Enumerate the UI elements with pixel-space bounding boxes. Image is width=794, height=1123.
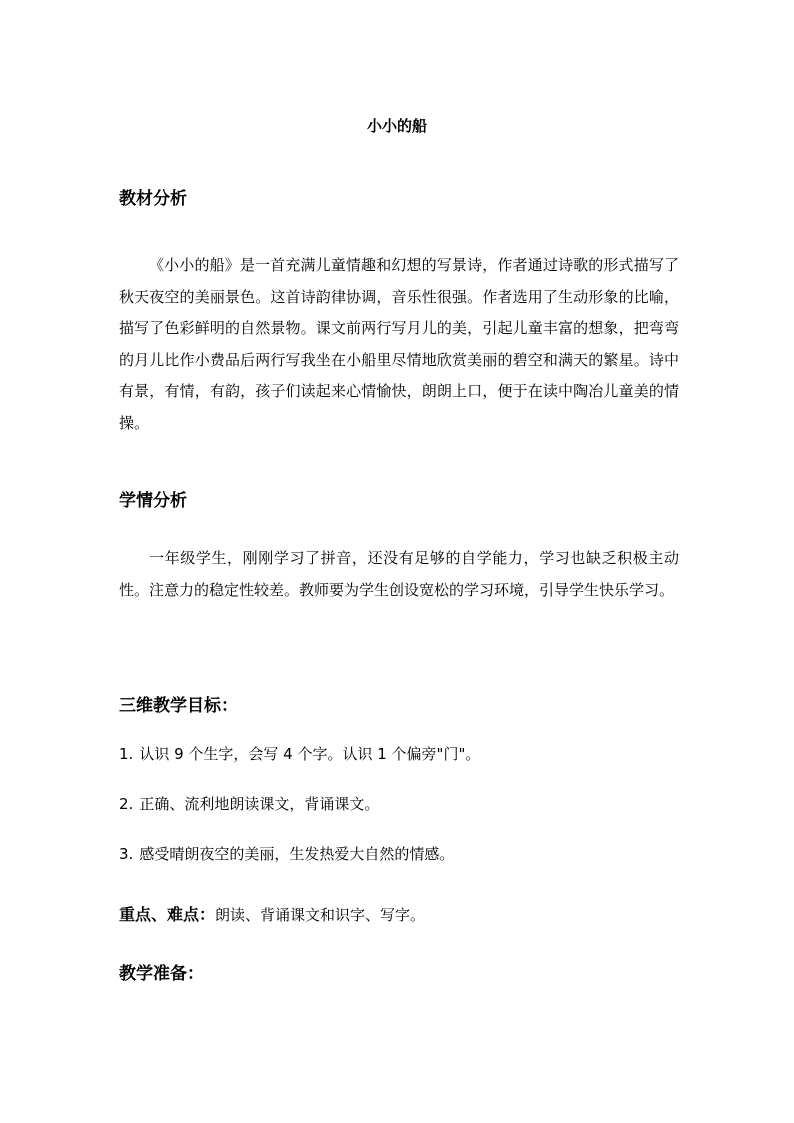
goal-item — [119, 794, 379, 814]
goal-item-text: 认识 9 个生字，会写 4 个字。认识 1 个偏旁"门"。 — [139, 745, 481, 763]
goal-item-number: 1. — [119, 745, 134, 763]
section-heading-teaching-goals: 三维教学目标： — [119, 696, 238, 716]
key-points-line — [119, 904, 425, 926]
goal-item-number: 3. — [119, 845, 134, 863]
material-analysis-paragraph: 《小小的船》是一首充满儿童情趣和幻想的写景诗，作者通过诗歌的形式描写了秋天夜空的美丽景色。这首诗韵律协调，音乐性很强。作者选用了生动形象的比喻，描写了色彩鲜明的自然景物。课文前两行写月儿的美，引起儿童丰富的想象，把弯弯的月儿比作小费品后两行写我坐在小船里尽情地欣赏美丽的碧空和满天的繁星。诗中有景，有情，有韵，孩子们读起来心情愉快，朗朗上口，便于在读中陶冶儿童美的情操。 — [119, 256, 679, 432]
key-points-label: 重点、难点： — [119, 905, 216, 924]
goal-item-text: 感受晴朗夜空的美丽，生发热爱大自然的情感。 — [139, 845, 455, 863]
document-title: 小小的船 — [366, 117, 427, 135]
key-points-text: 朗读、背诵课文和识字、写字。 — [215, 906, 426, 924]
goal-item-text: 正确、流利地朗读课文，背诵课文。 — [139, 795, 380, 813]
goal-item-number: 2. — [119, 795, 134, 813]
section-heading-student-analysis: 学情分析 — [119, 491, 187, 511]
goal-item — [119, 844, 454, 864]
section-heading-material-analysis: 教材分析 — [119, 189, 187, 209]
goal-item — [119, 744, 480, 764]
section-heading-teaching-preparation: 教学准备： — [119, 964, 204, 984]
student-analysis-paragraph: 一年级学生，刚刚学习了拼音，还没有足够的自学能力，学习也缺乏积极主动性。注意力的稳定性较差。教师要为学生创设宽松的学习环境，引导学生快乐学习。 — [119, 549, 679, 599]
